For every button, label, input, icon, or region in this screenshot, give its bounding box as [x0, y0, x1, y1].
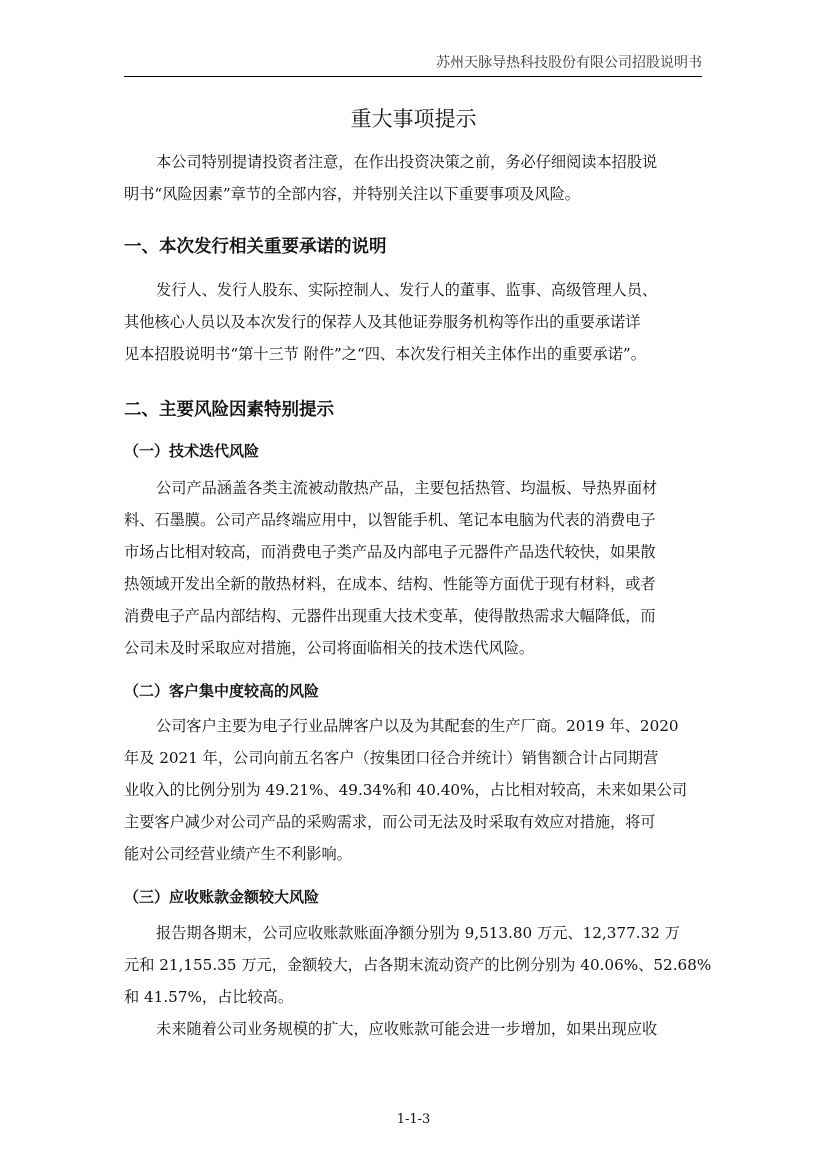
risk2-line: 主要客户减少对公司产品的采购需求，而公司无法及时采取有效应对措施，将可 — [124, 813, 656, 831]
page-title: 重大事项提示 — [350, 107, 477, 131]
page-number: 1-1-3 — [396, 1112, 431, 1127]
page-header — [124, 52, 702, 77]
risk1-paragraph — [124, 472, 702, 664]
section1-line: 见本招股说明书“第十三节 附件”之“四、本次发行相关主体作出的重要承诺”。 — [124, 345, 646, 363]
risk1-line: 公司未及时采取应对措施，公司将面临相关的技术迭代风险。 — [124, 639, 535, 657]
risk3-line: 报告期各期末，公司应收账款账面净额分别为 9,513.80 万元、12,377.32 万 — [156, 924, 680, 942]
intro-line: 本公司特别提请投资者注意，在作出投资决策之前，务必仔细阅读本招股说 — [156, 153, 658, 171]
risk1-line: 料、石墨膜。公司产品终端应用中，以智能手机、笔记本电脑为代表的消费电子 — [124, 511, 656, 529]
risk3-heading: （三）应收账款金额较大风险 — [124, 888, 320, 906]
header-company-title: 苏州天脉导热科技股份有限公司招股说明书 — [436, 55, 702, 71]
risk2-line: 能对公司经营业绩产生不利影响。 — [124, 845, 352, 863]
risk2-line: 年及 2021 年，公司向前五名客户（按集团口径合并统计）销售额合计占同期营 — [124, 749, 659, 767]
intro-paragraph — [124, 146, 702, 210]
risk1-heading: （一）技术迭代风险 — [124, 442, 260, 460]
section1-heading: 一、本次发行相关重要承诺的说明 — [124, 237, 387, 257]
risk3-paragraph — [124, 917, 712, 1045]
risk2-line: 公司客户主要为电子行业品牌客户以及为其配套的生产厂商。2019 年、2020 — [156, 717, 679, 735]
risk1-line: 公司产品涵盖各类主流被动散热产品，主要包括热管、均温板、导热界面材 — [156, 479, 658, 497]
risk3-line: 元和 21,155.35 万元，金额较大，占各期末流动资产的比例分别为 40.06%、52.68% — [124, 956, 712, 974]
risk1-line: 消费电子产品内部结构、元器件出现重大技术变革，使得散热需求大幅降低，而 — [124, 607, 656, 625]
risk1-line: 市场占比相对较高，而消费电子类产品及内部电子元器件产品迭代较快，如果散 — [124, 543, 656, 561]
section1-line: 发行人、发行人股东、实际控制人、发行人的董事、监事、高级管理人员、 — [156, 281, 658, 299]
intro-line: 明书“风险因素”章节的全部内容，并特别关注以下重要事项及风险。 — [124, 185, 580, 203]
risk2-heading: （二）客户集中度较高的风险 — [124, 682, 320, 700]
risk1-line: 热领域开发出全新的散热材料，在成本、结构、性能等方面优于现有材料，或者 — [124, 575, 656, 593]
risk3-line: 未来随着公司业务规模的扩大，应收账款可能会进一步增加，如果出现应收 — [156, 1020, 658, 1038]
section2-heading: 二、主要风险因素特别提示 — [124, 400, 334, 420]
section1-paragraph — [124, 274, 702, 370]
risk2-line: 业收入的比例分别为 49.21%、49.34%和 40.40%，占比相对较高，未来如果公司 — [124, 781, 688, 799]
section1-line: 其他核心人员以及本次发行的保荐人及其他证券服务机构等作出的重要承诺详 — [124, 313, 641, 331]
risk2-paragraph — [124, 710, 702, 870]
risk3-line: 和 41.57%，占比较高。 — [124, 988, 294, 1006]
